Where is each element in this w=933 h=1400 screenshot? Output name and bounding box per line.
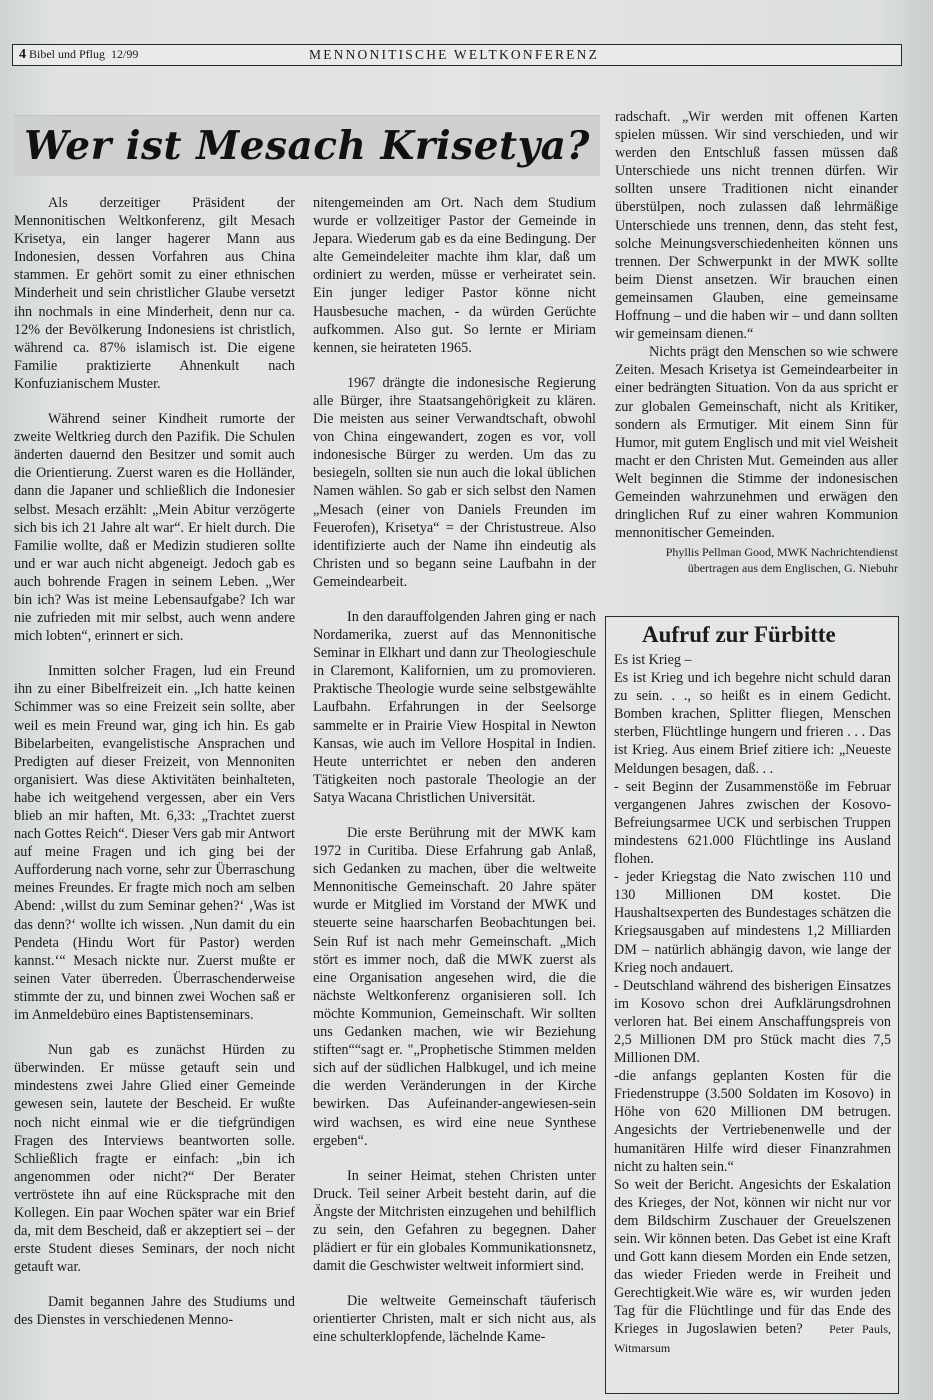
section-title: MENNONITISCHE WELTKONFERENZ <box>309 47 600 62</box>
header-left <box>13 47 249 63</box>
article-title: Wer ist Mesach Krisetya? <box>24 123 590 169</box>
page-header <box>12 44 902 66</box>
article-title-box <box>14 115 600 176</box>
author-credit: Phyllis Pellman Good, MWK Nachrichtendienst <box>665 545 898 560</box>
article-paragraph: Während seiner Kindheit rumorte der zweite Weltkrieg durch den Pazifik. Die Schulen änderten dauernd den Besitzer und somit auch die Orientierung. Zuerst waren es die Holländer, dann die Japaner und schließlich die Indonesier selbst. Mesach erzählt: „Mein Abitur verzögerte sich bis ich 21 Jahre alt war“. Er hielt durch. Die Familie wollte, daß er Medizin studieren sollte und er war auch nicht abgeneigt. Jedoch gab es auch bohrende Fragen in seinem Leben. „Wer bin ich? Was ist meine Lebensaufgabe? Ich war nie zufrieden mit mir selbst, auch wenn andere mich lobten“, erinnert er sich. <box>14 411 295 645</box>
article-paragraph: Die erste Berührung mit der MWK kam 1972 in Curitiba. Diese Erfahrung gab Anlaß, sich Gedanken zu machen, über die weltweite Mennonitische Gemeinschaft. 20 Jahre später wurde er Mitglied im Vorstand der MWK und steuerte seine haarscharfen Beobachtungen bei. Sein Ruf ist nach mehr Gemeinschaft. „Mich stört es immer noch, daß die MWK zuerst als eine Organisation angesehen wird, die die nächste Weltkonferenz organisieren soll. Ich möchte Kommunion, Gemeinschaft. Wir sollten uns Gedanken machen, wie wir Beziehung stiften““sagt er. "„Prophetische Stimmen melden sich auf der südlichen Halbkugel, und ich meine die werden Veränderungen in der Kirche bewirken. Das Aufeinander-angewiesen-sein wird wachsen, es wird eine neue Synthese ergeben“. <box>313 825 596 1149</box>
article-column-1 <box>14 194 295 1330</box>
prayer-call-box <box>605 616 899 1394</box>
article-paragraph: nitengemeinden am Ort. Nach dem Studium wurde er vollzeitiger Pastor der Gemeinde in Jepara. Wiederum gab es da eine Bedingung. Der alte Gemeindeleiter machte ihm klar, daß um ordiniert zu werden, müsse er verheiratet sein. Ein junger lediger Pastor könne nicht Hausbesuche machen, - da würden Gerüchte aufkommen. Also gut. So lernte er Miriam kennen, sie heirateten 1965. <box>313 195 596 356</box>
article-paragraph: In den darauffolgenden Jahren ging er nach Nordamerika, zuerst auf das Mennonitische Seminar in Elkhart und dann zur Theologieschule in Claremont, Kalifornien, um zu promovieren. Praktische Theologie wurde seine selbstgewählte Laufbahn. Erfahrungen in der Seelsorge sammelte er in Prairie View Hospital in Newton Kansas, wie auch im Vellore Hospital in Indien. Heute unterrichtet er neben den anderen Tätigkeiten noch pastorale Theologie an der Satya Wacana Christlichen Universität. <box>313 608 596 806</box>
article-paragraph: Inmitten solcher Fragen, lud ein Freund ihn zu einer Bibelfreizeit ein. „Ich hatte keinen Schimmer was so eine Freizeit sein sollte, aber weil es mein Freund war, ging ich hin. Es gab Bibelarbeiten, evangelistische Ansprachen und Predigten auf dieser Freizeit, von Mennoniten organisiert. Was diese Aktivitäten beinhalteten, habe ich weitgehend vergessen, aber ein Vers blieb an mir haften, Mt. 6,33: „Trachtet zuerst nach Gottes Reich“. Dieser Vers gab mir Antwort auf meine Fragen und ich ging bei der Aufforderung nach vorne, sehr zur Überraschung meines Freundes. Er fragte mich noch am selben Abend: ‚willst du zum Seminar gehen?‘ ‚Was ist das denn?‘ wollte ich wissen. ‚Nun damit du ein Pendeta (Hindu Wort für Pastor) werden kannst.‘“ Mesach nickte nur. Zuerst mußte er seinen Vater überreden. Überraschenderweise stimmte der zu, und binnen zwei Wochen saß er im Anmeldebüro eines Baptistenseminars. <box>14 663 295 1024</box>
article-paragraph: Damit begannen Jahre des Studiums und des Dienstes in verschiedenen Menno- <box>14 1294 295 1329</box>
prayer-call-title: Aufruf zur Fürbitte <box>642 622 836 647</box>
article-paragraph: radschaft. „Wir werden mit offenen Karten spielen müssen. Wir sind verschieden, und wir werden den Entschluß fassen müssen daß Unterschiede uns nicht trennen dürfen. Wir sollten unsere Traditionen nicht einander überstülpen, noch zulassen daß lehrmäßige Unterschiede uns trennen, denn, das steht fest, solche Meinungsverschiedenheiten können uns trennen. Der Schwerpunkt in der MWK sollte beim Dienst ansetzen. Wir brauchen einen gemeinsamen Glauben, eine gemeinsame Hoffnung – und die haben wir – und dann sollten wir gemeinsam dienen.“ <box>615 109 898 343</box>
prayer-call-paragraph <box>614 1176 891 1357</box>
article-paragraph: In seiner Heimat, stehen Christen unter Druck. Teil seiner Arbeit besteht darin, auf die Ängste der Mitchristen einzugehen und behilflich zu sein, den Gefahren zu begegnen. Daher plädiert er für ein globales Kommunikationsnetz, damit die Geschwister weltweit informiert sind. <box>313 1167 596 1275</box>
article-column-3 <box>615 108 898 576</box>
publication-name: Bibel und Pflug <box>29 47 106 61</box>
prayer-call-paragraph: - Deutschland während des bisherigen Einsatzes im Kosovo schon drei Aufklärungsdrohnen verloren hat. Bei einem Anschaffungspreis von 2,5 Millionen DM pro Stück macht dies 7,5 Millionen DM. <box>614 977 891 1067</box>
prayer-call-paragraph: - jeder Kriegstag die Nato zwischen 110 und 130 Millionen DM kostet. Die Haushaltsexperten des Bundestages schätzen die Kriegsausgaben auf mindestens 1,2 Milliarden DM – natürlich abhängig davon, wie lange der Krieg noch andauert. <box>614 869 891 976</box>
article-paragraph: Nun gab es zunächst Hürden zu überwinden. Er müsse getauft sein und mindestens zwei Jahre Glied einer Gemeinde gewesen sein, lautete der Bescheid. Er wußte noch nicht einmal wie er die tiefgründigen Fragen des Interviews beantworten solle. Schließlich fragte er einfach: „bin ich angenommen oder nicht?“ Der Berater vertröstete ihn auf eine Rücksprache mit den Kollegen. Ein paar Wochen später war ein Brief da, mit dem Bescheid, daß er akzeptiert sei – der erste Student dieses Seminars, der noch nicht getauft war. <box>14 1042 295 1276</box>
prayer-call-paragraph: - seit Beginn der Zusammenstöße im Februar vergangenen Jahres zwischen der Kosovo-Befreiungsarmee UCK und serbischen Truppen mindestens 621.000 Flüchtlinge ins Ausland flohen. <box>614 778 891 868</box>
closing-text: So weit der Bericht. Angesichts der Eskalation des Krieges, der Not, können wir nicht nur vor dem Bildschirm Zuschauer der Greuelszenen sein. Wir können beten. Das Gebet ist eine Kraft und Gott kann diesem Morden ein Ende setzen, das wieder Frieden werde in Freiheit und Gerechtigkeit.Wie wäre es, wir wurden jeden Tag für die Flüchtlinge und für das Ende des Krieges in Jugoslawien beten? <box>614 1176 891 1338</box>
article-credit <box>615 544 898 576</box>
prayer-call-signature: Peter Pauls, Witmarsum <box>614 1322 891 1355</box>
prayer-call-body <box>614 651 891 1357</box>
article-paragraph: 1967 drängte die indonesische Regierung alle Bürger, ihre Staatsangehörigkeit zu klären. Die meisten aus seiner Verwandtschaft, obwohl von China eingewandert, zogen es vor, voll indonesische Bürger zu werden. Um das zu besiegeln, sollten sie nun auch die lokal üblichen Namen wählen. So gab er sich selbst den Namen „Mesach (einer von Daniels Freunden im Feuerofen), Krisetya“ = der Christustreue. Also identifizierte auch der Name ihn eindeutig als Christen und so begann seine Laufbahn in der Gemeindearbeit. <box>313 374 596 590</box>
prayer-call-paragraph: Es ist Krieg – <box>614 652 692 668</box>
issue-number: 12/99 <box>111 47 139 61</box>
article-column-2 <box>313 194 596 1347</box>
translator-credit: übertragen aus dem Englischen, G. Niebuhr <box>687 561 898 576</box>
page-number: 4 <box>19 47 26 62</box>
prayer-call-paragraph: -die anfangs geplanten Kosten für die Friedenstruppe (3.500 Soldaten im Kosovo) in Höhe von 620 Millionen DM betrugen. Angesichts der Vertriebenenwelle und der humanitären Hilfe wird dieser Finanzrahmen nicht zu halten sein.“ <box>614 1068 891 1175</box>
article-paragraph: Die weltweite Gemeinschaft täuferisch orientierter Christen, malt er sich nicht aus, als eine schulterklopfende, lächelnde Kame- <box>313 1293 596 1346</box>
prayer-call-paragraph: Es ist Krieg und ich begehre nicht schuld daran zu sein. . ., so heißt es in einem Gedicht. Bomben krachen, Splitter fliegen, Menschen sterben, Flüchtlinge hungern und frieren . . . Das ist Krieg. Aus einem Brief zitiere ich: „Neueste Meldungen besagen, daß. . . <box>614 670 891 777</box>
article-paragraph: Nichts prägt den Menschen so wie schwere Zeiten. Mesach Krisetya ist Gemeindearbeiter in einer bedrängten Situation. Von da aus spricht er zur globalen Gemeinschaft, nicht als Kritiker, sondern als Ermutiger. Mit einem Sinn für Humor, mit gutem Englisch und mit viel Weisheit macht er den Christen Mut. Gemeinden aus aller Welt beginnen die Stimme der indonesischen Gemeinden wahrzunehmen und erwägen den dringlichen Ruf zu einer wahren Kommunion mennonitischer Gemeinden. <box>615 344 898 542</box>
article-paragraph: Als derzeitiger Präsident der Mennonitischen Weltkonferenz, gilt Mesach Krisetya, ein langer hagerer Mann aus Indonesien, dessen Vorfahren aus China stammen. Er gehört somit zu einer ethnischen Minderheit und sein christlicher Glaube versetzt ihn nochmals in eine Minderheit, denn nur ca. 12% der Bevölkerung Indonesiens ist christlich, während ca. 87% islamisch ist. Die eigene Familie praktizierte Ahnenkult nach Konfuzianischem Muster. <box>14 195 295 392</box>
